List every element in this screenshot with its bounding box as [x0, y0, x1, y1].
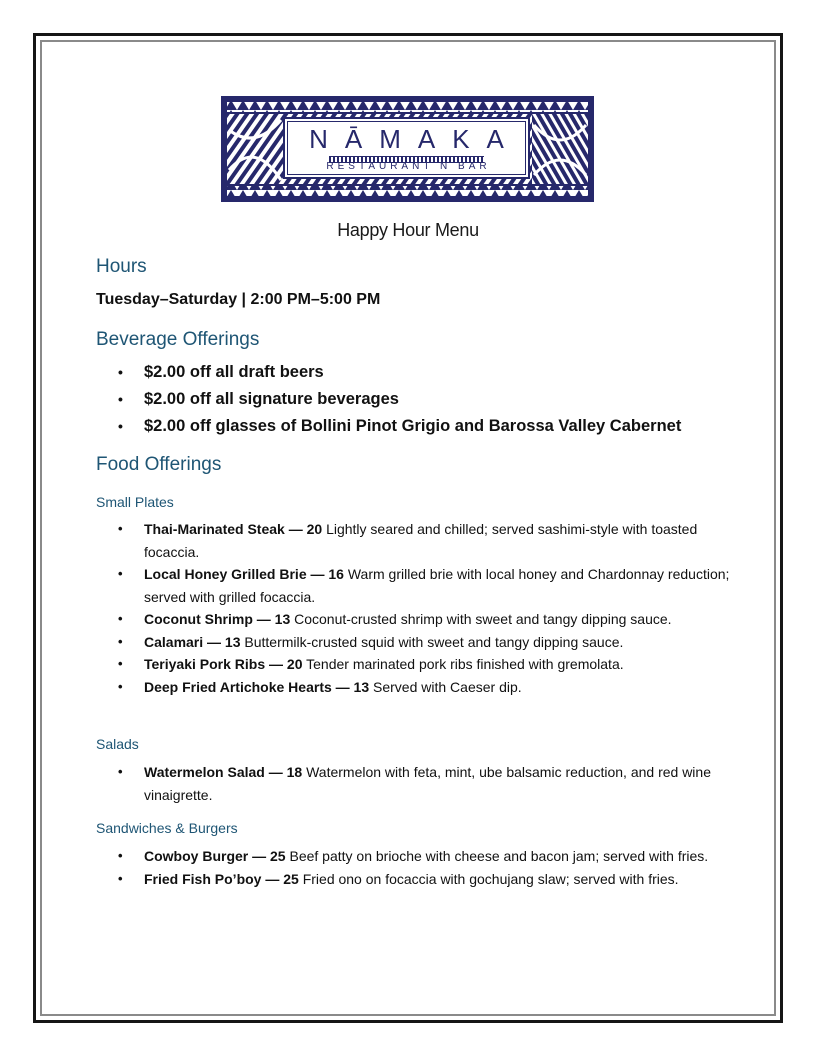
bullet-icon: •	[118, 870, 123, 886]
bullet-icon: •	[118, 364, 123, 380]
menu-item-name: Fried Fish Po’boy — 25	[144, 870, 299, 887]
bullet-icon: •	[118, 391, 123, 407]
bullet-icon: •	[118, 656, 123, 671]
beverage-offer: $2.00 off glasses of Bollini Pinot Grigio and Barossa Valley Cabernet	[144, 417, 682, 435]
bullet-icon: •	[118, 418, 123, 434]
menu-item	[96, 868, 736, 891]
menu-item-description: Beef patty on brioche with cheese and bacon jam; served with fries.	[289, 848, 709, 864]
menu-item-name: Deep Fried Artichoke Hearts — 13	[144, 678, 370, 695]
logo-nameplate	[283, 117, 530, 179]
section-title-small-plates: Small Plates	[96, 494, 174, 510]
bullet-icon: •	[118, 566, 123, 581]
menu-item-name: Thai-Marinated Steak — 20	[144, 521, 323, 537]
beverage-offer: $2.00 off all draft beers	[144, 363, 324, 381]
section-title-salads: Salads	[96, 736, 139, 752]
bullet-icon: •	[118, 764, 123, 779]
small-plates-list	[96, 518, 736, 698]
menu-item	[96, 518, 736, 563]
beverage-list	[96, 359, 681, 440]
document-title: Happy Hour Menu	[337, 220, 479, 240]
menu-item-name: Teriyaki Pork Ribs — 20	[144, 656, 303, 672]
list-item	[96, 386, 681, 413]
menu-item-description: Fried ono on focaccia with gochujang slaw; served with fries.	[302, 870, 679, 887]
menu-item	[96, 631, 736, 654]
bullet-icon: •	[118, 678, 123, 694]
menu-item-description: Coconut-crusted shrimp with sweet and tangy dipping sauce.	[294, 611, 672, 627]
menu-item-name: Coconut Shrimp — 13	[144, 611, 291, 627]
salads-list	[96, 761, 736, 806]
menu-item-name: Cowboy Burger — 25	[144, 848, 286, 864]
logo-subtitle: RESTAURANT N BAR	[326, 161, 491, 172]
bullet-icon: •	[118, 521, 123, 536]
menu-item	[96, 653, 736, 676]
menu-item	[96, 563, 736, 608]
menu-item	[96, 845, 736, 868]
section-title-sandwiches-burgers: Sandwiches & Burgers	[96, 820, 238, 836]
food-heading: Food Offerings	[96, 454, 222, 475]
menu-item	[96, 761, 736, 806]
menu-item-name: Calamari — 13	[144, 633, 241, 650]
menu-item-name: Local Honey Grilled Brie — 16	[144, 566, 344, 582]
menu-item	[96, 608, 736, 631]
menu-item	[96, 676, 736, 699]
sandwiches-burgers-list	[96, 845, 736, 890]
bullet-icon: •	[118, 848, 123, 863]
menu-item-description: Tender marinated pork ribs finished with gremolata.	[306, 656, 624, 672]
list-item	[96, 413, 681, 440]
menu-item-description: Warm grilled brie with local honey and Chardonnay reduction; served with grilled focaccia.	[144, 566, 730, 605]
restaurant-logo	[221, 96, 594, 202]
menu-item-description: Served with Caeser dip.	[373, 678, 522, 695]
beverage-heading: Beverage Offerings	[96, 329, 260, 350]
logo-divider	[329, 156, 484, 163]
bullet-icon: •	[118, 633, 123, 649]
menu-item-description: Buttermilk-crusted squid with sweet and tangy dipping sauce.	[244, 633, 624, 650]
menu-item-description: Lightly seared and chilled; served sashimi-style with toasted focaccia.	[144, 521, 698, 560]
list-item	[96, 359, 681, 386]
hours-heading: Hours	[96, 256, 147, 277]
beverage-offer: $2.00 off all signature beverages	[144, 390, 399, 408]
bullet-icon: •	[118, 611, 123, 626]
menu-item-description: Watermelon with feta, mint, ube balsamic reduction, and red wine vinaigrette.	[144, 764, 711, 803]
menu-item-name: Watermelon Salad — 18	[144, 764, 303, 780]
logo-name: NĀMAKA	[309, 124, 521, 154]
hours-schedule: Tuesday–Saturday | 2:00 PM–5:00 PM	[96, 291, 381, 308]
